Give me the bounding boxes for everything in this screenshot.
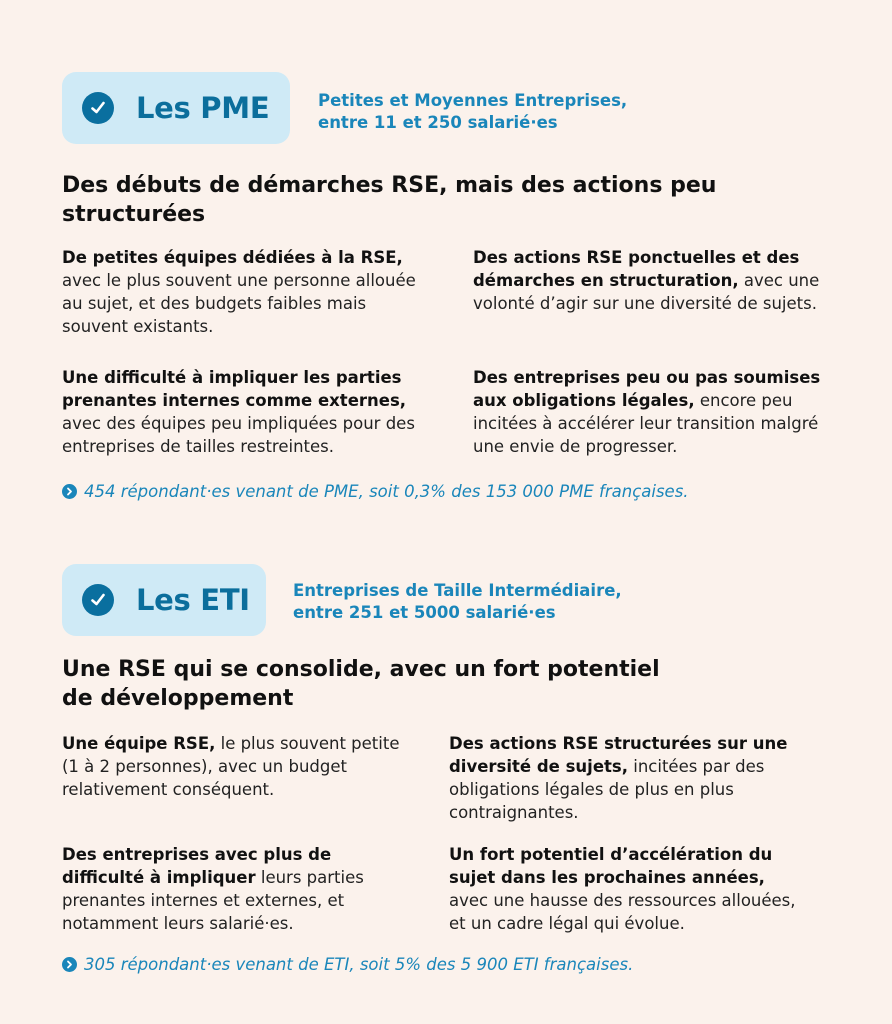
eti-block-4-bold: Un fort potentiel d’accélération du sujet dans les prochaines années, xyxy=(449,845,773,887)
pme-badge xyxy=(62,72,290,144)
pme-block-3-text: avec des équipes peu impliquées pour des entreprises de tailles restreintes. xyxy=(62,414,415,456)
eti-block-3 xyxy=(62,843,407,935)
pme-subtitle-line2: entre 11 et 250 salarié·es xyxy=(318,113,558,132)
eti-subtitle-line2: entre 251 et 5000 salarié·es xyxy=(293,603,556,622)
eti-block-1-text: le plus souvent petite (1 à 2 personnes), avec un budget relativement conséquent. xyxy=(62,734,400,799)
eti-block-1-bold: Une équipe RSE, xyxy=(62,734,216,753)
pme-block-4-bold: Des entreprises peu ou pas soumises aux obligations légales, xyxy=(473,368,821,410)
pme-block-3 xyxy=(62,366,422,458)
pme-block-1-bold: De petites équipes dédiées à la RSE, xyxy=(62,248,403,267)
pme-block-4 xyxy=(473,366,833,458)
eti-block-2-text: incitées par des obligations légales de plus en plus contraignantes. xyxy=(449,757,765,822)
eti-subtitle-line1: Entreprises de Taille Intermédiaire, xyxy=(293,581,622,600)
check-circle-icon xyxy=(82,584,114,616)
eti-subtitle xyxy=(293,580,622,624)
chevron-right-circle-icon xyxy=(62,484,77,499)
pme-subtitle xyxy=(318,90,627,134)
eti-block-1 xyxy=(62,732,402,801)
pme-block-2 xyxy=(473,246,833,315)
pme-block-1-text: avec le plus souvent une personne allouée au sujet, et des budgets faibles mais souvent existants. xyxy=(62,271,416,336)
eti-note-text: 305 répondant·es venant de ETI, soit 5% des 5 900 ETI françaises. xyxy=(84,955,634,974)
pme-heading: Des débuts de démarches RSE, mais des actions peu structurées xyxy=(62,173,717,227)
eti-note xyxy=(62,955,633,974)
pme-block-1 xyxy=(62,246,432,338)
eti-block-4 xyxy=(449,843,809,935)
pme-block-3-bold: Une difficulté à impliquer les parties prenantes internes comme externes, xyxy=(62,368,407,410)
pme-block-2-bold: Des actions RSE ponctuelles et des démarches en structuration, xyxy=(473,248,800,290)
chevron-right-circle-icon xyxy=(62,957,77,972)
eti-heading: Une RSE qui se consolide, avec un fort potentiel de développement xyxy=(62,657,660,711)
pme-block-2-text: avec une volonté d’agir sur une diversité de sujets. xyxy=(473,271,820,313)
check-circle-icon xyxy=(82,92,114,124)
pme-note-text: 454 répondant·es venant de PME, soit 0,3% des 153 000 PME françaises. xyxy=(84,482,689,501)
eti-block-2 xyxy=(449,732,799,824)
eti-block-3-bold: Des entreprises avec plus de difficulté à impliquer xyxy=(62,845,332,887)
pme-subtitle-line1: Petites et Moyennes Entreprises, xyxy=(318,91,628,110)
pme-badge-label: Les PME xyxy=(136,91,270,125)
eti-block-3-text: leurs parties prenantes internes et externes, et notamment leurs salarié·es. xyxy=(62,868,364,933)
eti-badge xyxy=(62,564,266,636)
eti-block-4-text: avec une hausse des ressources allouées, et un cadre légal qui évolue. xyxy=(449,891,796,933)
pme-note xyxy=(62,482,689,501)
eti-badge-label: Les ETI xyxy=(136,583,250,617)
eti-block-2-bold: Des actions RSE structurées sur une diversité de sujets, xyxy=(449,734,788,776)
pme-block-4-text: encore peu incitées à accélérer leur transition malgré une envie de progresser. xyxy=(473,391,819,456)
